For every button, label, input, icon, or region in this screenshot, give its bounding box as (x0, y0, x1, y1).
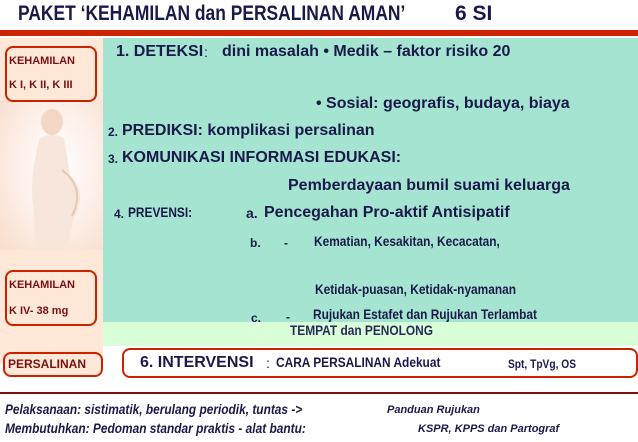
item3-text: KOMUNIKASI INFORMASI EDUKASI: (122, 149, 402, 166)
item6-colon: : (266, 355, 270, 371)
item2-text: PREDIKSI: komplikasi persalinan (122, 122, 375, 139)
page-title-tail: 6 SI (455, 2, 493, 25)
kunjungan-label-2: K IV- 38 mg (9, 305, 69, 317)
item1-label: 1. DETEKSI (116, 43, 204, 60)
persalinan-label: PERSALINAN (8, 357, 87, 371)
pregnant-woman-photo (0, 100, 103, 250)
kunjungan-label-1: K I, K II, K III (9, 79, 73, 91)
item4a-text: Pencegahan Pro-aktif Antisipatif (264, 204, 510, 221)
item4-label: PREVENSI: (128, 204, 193, 220)
item4-number: 4. (114, 207, 125, 221)
item1-text: dini masalah • Medik – faktor risiko 20 (222, 43, 511, 60)
item2-number: 2. (108, 125, 119, 139)
item3-number: 3. (108, 152, 119, 166)
item4c-text: Rujukan Estafet dan Rujukan Terlambat (313, 306, 537, 322)
item4b-dash: - (284, 236, 288, 250)
item4c-letter: c. (251, 311, 262, 325)
item1-colon: : (204, 44, 208, 60)
kehamilan-label-2: KEHAMILAN (9, 279, 75, 291)
footer-line-2: Membutuhkan: Pedoman standar praktis - alat bantu: (5, 420, 306, 436)
footer-line-2-small: KSPR, KPPS dan Partograf (418, 423, 560, 435)
item4c-dash: - (286, 310, 290, 324)
kehamilan-label-1: KEHAMILAN (9, 55, 75, 67)
item6-label: 6. INTERVENSI (140, 354, 254, 371)
item6-small: Spt, TpVg, OS (508, 357, 576, 371)
item4b-letter: b. (250, 236, 261, 250)
title-underline (0, 30, 638, 36)
item5-partial: TEMPAT dan PENOLONG (290, 322, 434, 338)
item6-text: CARA PERSALINAN Adekuat (276, 354, 441, 370)
item4b-text: Kematian, Kesakitan, Kecacatan, (314, 233, 500, 249)
item1-social: • Sosial: geografis, budaya, biaya (316, 95, 570, 112)
footer-divider (0, 392, 638, 394)
footer-line-1: Pelaksanaan: sistimatik, berulang periodik, tuntas -> (5, 401, 303, 417)
item3-sub: Pemberdayaan bumil suami keluarga (288, 177, 570, 194)
page-title: PAKET ‘KEHAMILAN dan PERSALINAN AMAN’ (18, 2, 406, 25)
item4a-letter: a. (246, 205, 258, 221)
pregnant-woman-silhouette-icon (0, 100, 103, 250)
item4b-text-2: Ketidak-puasan, Ketidak-nyamanan (315, 281, 517, 297)
footer-line-1-small: Panduan Rujukan (387, 404, 480, 416)
